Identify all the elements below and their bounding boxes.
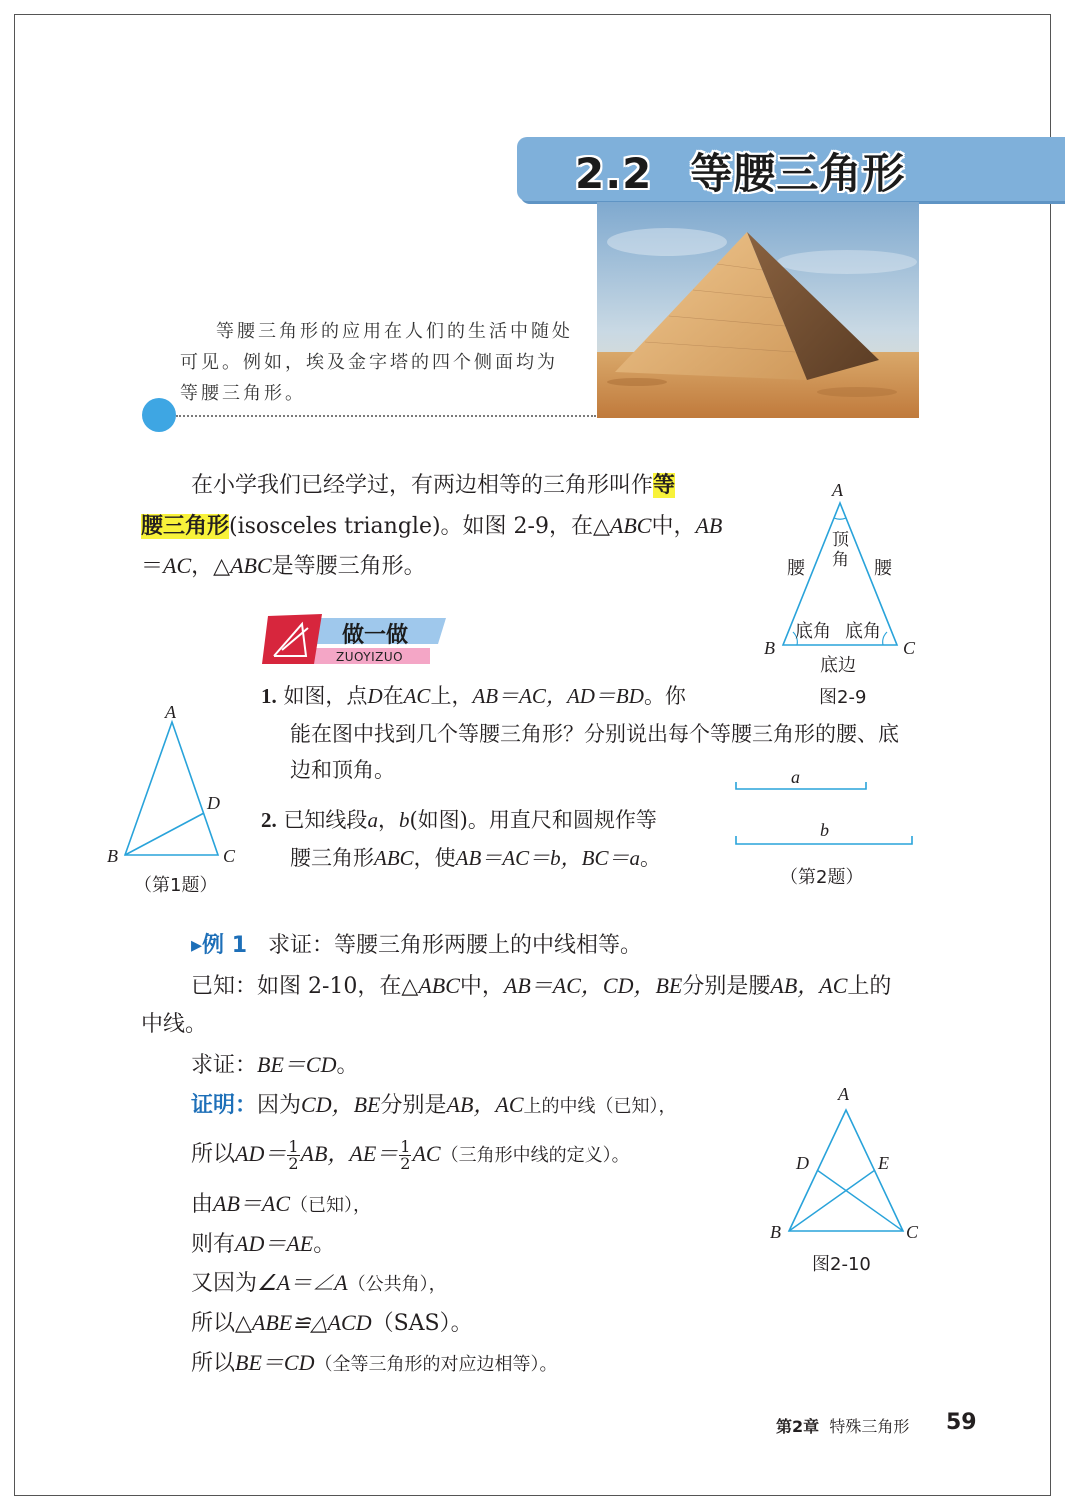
given-text-1: 已知：如图 2-10，在△ [191, 974, 419, 999]
q2-text-5: 。 [640, 846, 661, 870]
example-prove [191, 1045, 358, 1086]
q1-text-4: 。你 [643, 684, 686, 708]
fig-2-10-label-d: D [796, 1153, 809, 1173]
definition-line-3 [141, 546, 426, 587]
question-1-number: 1. [261, 684, 277, 708]
section-number: 2.2 [575, 149, 653, 198]
example-given-line-1 [191, 966, 891, 1007]
intro-text [180, 316, 575, 409]
q2-text-1: 已知线段 [283, 808, 368, 832]
fig-2-10-label-c: C [906, 1222, 919, 1242]
figure-question-1 [110, 700, 240, 870]
frac-den-1: 2 [288, 1153, 299, 1173]
definition-line-2 [141, 506, 722, 547]
fig-2-10-caption: 图2-10 [812, 1254, 871, 1275]
prove-end: 。 [336, 1053, 359, 1078]
q2-a: a [367, 808, 378, 832]
given-text-3: 分别是腰 [682, 974, 771, 999]
q1-text-1: 如图，点 [283, 684, 368, 708]
fig-2-9-base: 底边 [820, 655, 856, 676]
proof-3c: （已知）， [290, 1195, 372, 1216]
proof-line-1 [191, 1085, 677, 1127]
page-footer [776, 1414, 909, 1437]
fig-q1-label-a: A [165, 702, 176, 722]
definition-abc: ABC [609, 513, 652, 538]
q2-text-4: ，使 [413, 846, 456, 870]
frac-num-1: 1 [288, 1136, 299, 1156]
question-1-line-1 [261, 676, 686, 716]
proof-4b: AD＝AE [235, 1231, 314, 1256]
segment-a [736, 782, 866, 789]
q1-d: D [367, 684, 383, 708]
q1-eq: AB＝AC，AD＝BD [472, 684, 644, 708]
activity-pinyin: ZUOYIZUO [336, 650, 404, 664]
q2-text-2: (如图)。用直尺和圆规作等 [409, 808, 657, 832]
fig-2-9-apex-1: 顶 [832, 530, 849, 550]
proof-7a: 所以 [191, 1351, 236, 1376]
fig-q2-caption: （第2题） [780, 867, 864, 888]
question-2-line-2 [290, 838, 661, 878]
fig-2-10-label-e: E [878, 1153, 889, 1173]
proof-line-7 [191, 1343, 557, 1385]
proof-1c: 分别是 [380, 1093, 447, 1118]
question-1-line-2: 能在图中找到几个等腰三角形？分别说出每个等腰三角形的腰、底 [290, 722, 899, 746]
definition-abc-2: ABC [230, 553, 272, 578]
definition-ac: AC [163, 553, 192, 578]
proof-7c: （全等三角形的对应边相等）。 [314, 1354, 558, 1375]
proof-line-6 [191, 1303, 473, 1344]
q2-text-3: 腰三角形 [290, 846, 374, 870]
proof-1d: AB，AC [446, 1092, 524, 1117]
footer-chapter-title: 特殊三角形 [829, 1417, 910, 1436]
definition-text-1: 在小学我们已经学过，有两边相等的三角形叫作 [191, 473, 654, 498]
prove-label: 求证： [191, 1053, 258, 1078]
fig-2-9-label-a: A [832, 480, 843, 500]
footer-chapter: 第2章 [776, 1417, 820, 1436]
example-1-tag: ▸例 1 [191, 933, 248, 958]
definition-ab: AB [695, 513, 723, 538]
definition-eq: ＝ [141, 554, 164, 579]
q2-eq: AB＝AC＝b，BC＝a [455, 846, 640, 870]
q1-text-2: 在 [382, 684, 404, 708]
given-text-4: 上的 [847, 974, 892, 999]
proof-line-3 [191, 1184, 371, 1226]
q1-ac: AC [403, 684, 431, 708]
fraction-half-1 [287, 1136, 299, 1173]
page-number: 59 [946, 1410, 977, 1435]
intro-bullet-dot [142, 398, 176, 432]
fig-2-9-label-c: C [903, 638, 916, 658]
prove-eq: BE＝CD [257, 1052, 337, 1077]
fig-2-9-label-b: B [764, 638, 775, 658]
proof-2a: 所以 [191, 1142, 236, 1167]
definition-text-5: 是等腰三角形。 [271, 554, 426, 579]
figure-question-2 [734, 778, 919, 853]
example-given-line-2: 中线。 [141, 1012, 208, 1037]
question-2-line-1 [261, 800, 657, 840]
proof-4c: 。 [313, 1232, 336, 1257]
frac-num-2: 1 [400, 1136, 411, 1156]
example-1-text: 求证：等腰三角形两腰上的中线相等。 [268, 933, 643, 958]
fig-q1-label-c: C [223, 846, 236, 866]
fig-2-9-leg-right: 腰 [874, 558, 892, 579]
fig-2-9-apex-2: 角 [832, 550, 849, 570]
proof-3a: 由 [191, 1192, 214, 1217]
example-1-statement [191, 926, 642, 966]
given-abc: ABC [418, 973, 460, 998]
intro-paragraph: 等腰三角形的应用在人们的生活中随处可见。例如，埃及金字塔的四个侧面均为等腰三角形。 [180, 321, 573, 404]
fig-q2-label-a: a [791, 767, 800, 787]
proof-3b: AB＝AC [213, 1191, 291, 1216]
proof-2b: AD＝ [235, 1141, 287, 1166]
proof-6c: （SAS）。 [371, 1311, 473, 1336]
activity-title: 做一做 [342, 623, 409, 648]
proof-2e: （三角形中线的定义）。 [440, 1145, 630, 1166]
definition-line-1 [191, 466, 675, 506]
fig-2-9-angle-a [834, 518, 846, 519]
q2-abc: ABC [374, 846, 414, 870]
fig-2-9-base-angle-left: 底角 [795, 621, 831, 642]
proof-line-2 [191, 1134, 630, 1176]
proof-5c: （公共角）， [347, 1274, 447, 1295]
dotted-divider [176, 415, 596, 417]
definition-text-3: 中， [651, 514, 696, 539]
question-2-number: 2. [261, 808, 277, 832]
given-text-2: 中， [459, 974, 504, 999]
section-title [575, 141, 905, 201]
fig-q1-label-d: D [207, 793, 220, 813]
proof-tag: 证明： [191, 1093, 258, 1118]
proof-5a: 又因为 [191, 1271, 258, 1296]
proof-2c: AB，AE＝ [300, 1141, 399, 1166]
question-1-line-3: 边和顶角。 [290, 758, 395, 782]
definition-text-4: ，△ [191, 554, 231, 579]
frac-den-2: 2 [400, 1153, 411, 1173]
fig-q2-label-b: b [820, 820, 829, 840]
proof-5b: ∠A＝∠A [257, 1270, 348, 1295]
fig-2-9-base-angle-right: 底角 [845, 621, 881, 642]
fig-2-9-angle-c [883, 632, 887, 645]
pyramid-photo [597, 202, 919, 418]
given-eq: AB＝AC，CD，BE [503, 973, 683, 998]
proof-6a: 所以△ [191, 1311, 252, 1336]
q1-text-3: 上， [430, 684, 473, 708]
proof-2d: AC [412, 1141, 441, 1166]
proof-1e: 上的中线（已知）， [523, 1096, 677, 1117]
term-highlight-1: 等 [653, 473, 676, 498]
given-sides: AB，AC [770, 973, 848, 998]
proof-6b: ABE≌△ACD [251, 1310, 372, 1335]
fig-2-9-leg-left: 腰 [787, 558, 805, 579]
proof-1b: CD，BE [301, 1092, 381, 1117]
fraction-half-2 [399, 1136, 411, 1173]
proof-line-4 [191, 1224, 335, 1265]
fig-2-10-label-a: A [838, 1084, 849, 1104]
proof-4a: 则有 [191, 1232, 236, 1257]
proof-7b: BE＝CD [235, 1350, 315, 1375]
section-title-text: 等腰三角形 [690, 149, 906, 198]
term-highlight-2: 腰三角形 [141, 514, 230, 539]
fig-q1-label-b: B [107, 846, 118, 866]
proof-line-5 [191, 1263, 447, 1305]
q2-b: b [398, 808, 410, 832]
proof-1a: 因为 [257, 1093, 302, 1118]
fig-2-10-label-b: B [770, 1222, 781, 1242]
definition-text-2: (isosceles triangle)。如图 2-9，在△ [229, 514, 610, 539]
q2-sep: ， [377, 808, 399, 832]
fig-q1-caption: （第1题） [134, 875, 218, 896]
fig-2-9-caption: 图2-9 [819, 687, 867, 708]
